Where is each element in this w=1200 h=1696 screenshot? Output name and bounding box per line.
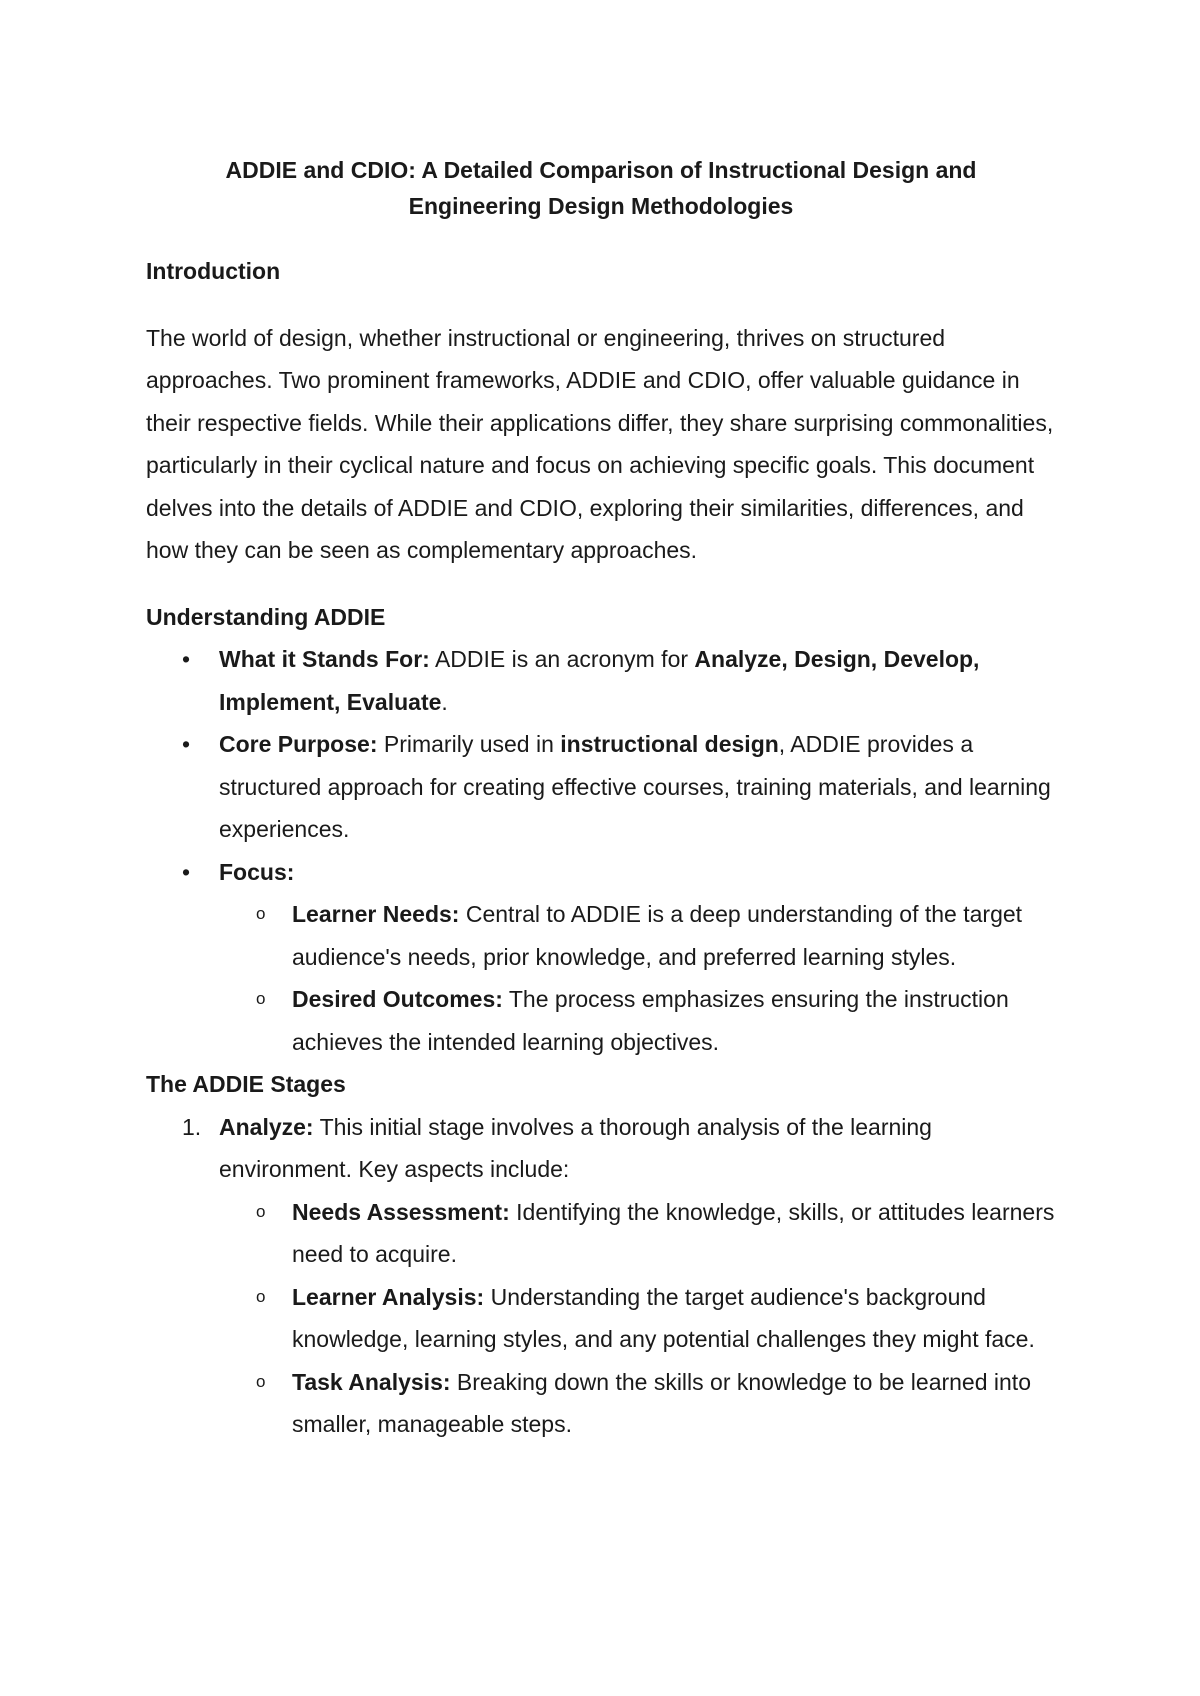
stages-list bbox=[146, 1106, 1056, 1446]
sub-list-item bbox=[146, 1361, 1056, 1446]
sub-item-text: Understanding the target audience's background knowledge, learning styles, and any potential challenges they might face. bbox=[292, 1283, 1035, 1352]
sub-item-label: Desired Outcomes: bbox=[292, 986, 503, 1012]
stage-number: 1. bbox=[182, 1113, 202, 1140]
sub-item-text: Breaking down the skills or knowledge to be learned into smaller, manageable steps. bbox=[292, 1368, 1031, 1437]
list-item bbox=[146, 1106, 1056, 1446]
sub-item-text: Identifying the knowledge, skills, or attitudes learners need to acquire. bbox=[292, 1198, 1055, 1267]
item-label: Core Purpose: bbox=[219, 731, 378, 757]
sub-bullet-icon: o bbox=[256, 1371, 266, 1391]
intro-paragraph: The world of design, whether instructional or engineering, thrives on structured approaches. Two prominent frameworks, ADDIE and CDIO, offer valuable guidance in their respective fields. While their applications differ, they share surprising commonalities, particularly in their cyclical nature and focus on achieving specific goals. This document delves into the details of ADDIE and CDIO, exploring their similarities, differences, and how they can be seen as complementary approaches. bbox=[146, 324, 1054, 563]
focus-sublist bbox=[146, 893, 1056, 1063]
intro-heading: Introduction bbox=[146, 258, 281, 284]
item-text: ADDIE is an acronym for bbox=[429, 646, 695, 672]
analyze-sublist bbox=[146, 1191, 1056, 1446]
stage-text: This initial stage involves a thorough analysis of the learning environment. Key aspects include: bbox=[219, 1113, 932, 1182]
understanding-heading: Understanding ADDIE bbox=[146, 603, 386, 630]
sub-list-item bbox=[146, 893, 1056, 978]
title-line-2: Engineering Design Methodologies bbox=[408, 193, 794, 219]
item-label: What it Stands For: bbox=[219, 646, 430, 672]
item-text-after: . bbox=[441, 688, 448, 715]
sub-list-item bbox=[146, 978, 1056, 1063]
item-text-after: , ADDIE provides a structured approach for creating effective courses, training materials, and learning experiences. bbox=[219, 731, 1051, 842]
sub-list-item bbox=[146, 1191, 1056, 1276]
sub-bullet-icon: o bbox=[256, 904, 266, 923]
list-item bbox=[146, 723, 1056, 851]
list-item bbox=[146, 851, 1056, 1064]
document-content bbox=[146, 152, 1056, 1446]
bullet-icon: • bbox=[182, 858, 191, 885]
sub-item-label: Learner Analysis: bbox=[292, 1283, 485, 1310]
title-line-1: ADDIE and CDIO: A Detailed Comparison of Instructional Design and bbox=[225, 157, 977, 183]
item-bold-text: Analyze, Design, Develop, Implement, Evaluate bbox=[219, 646, 980, 715]
bullet-icon: • bbox=[182, 646, 191, 672]
document-title bbox=[146, 152, 1056, 224]
sub-item-label: Task Analysis: bbox=[292, 1368, 451, 1395]
sub-item-text: The process emphasizes ensuring the instruction achieves the intended learning objectives. bbox=[292, 986, 1009, 1055]
sub-item-label: Learner Needs: bbox=[292, 901, 460, 927]
list-item bbox=[146, 638, 1056, 723]
stages-heading: The ADDIE Stages bbox=[146, 1071, 346, 1097]
sub-bullet-icon: o bbox=[256, 1201, 266, 1221]
sub-bullet-icon: o bbox=[256, 1286, 266, 1306]
sub-item-label: Needs Assessment: bbox=[292, 1198, 510, 1225]
stage-label: Analyze: bbox=[219, 1113, 314, 1140]
item-text: Primarily used in bbox=[377, 731, 561, 757]
item-bold-text: instructional design bbox=[560, 731, 779, 757]
sub-item-text: Central to ADDIE is a deep understanding of the target audience's needs, prior knowledge, and preferred learning styles. bbox=[292, 901, 1023, 970]
understanding-list bbox=[146, 638, 1056, 1063]
bullet-icon: • bbox=[182, 731, 191, 757]
sub-bullet-icon: o bbox=[256, 989, 266, 1008]
sub-list-item bbox=[146, 1276, 1056, 1361]
item-label: Focus: bbox=[219, 858, 295, 885]
